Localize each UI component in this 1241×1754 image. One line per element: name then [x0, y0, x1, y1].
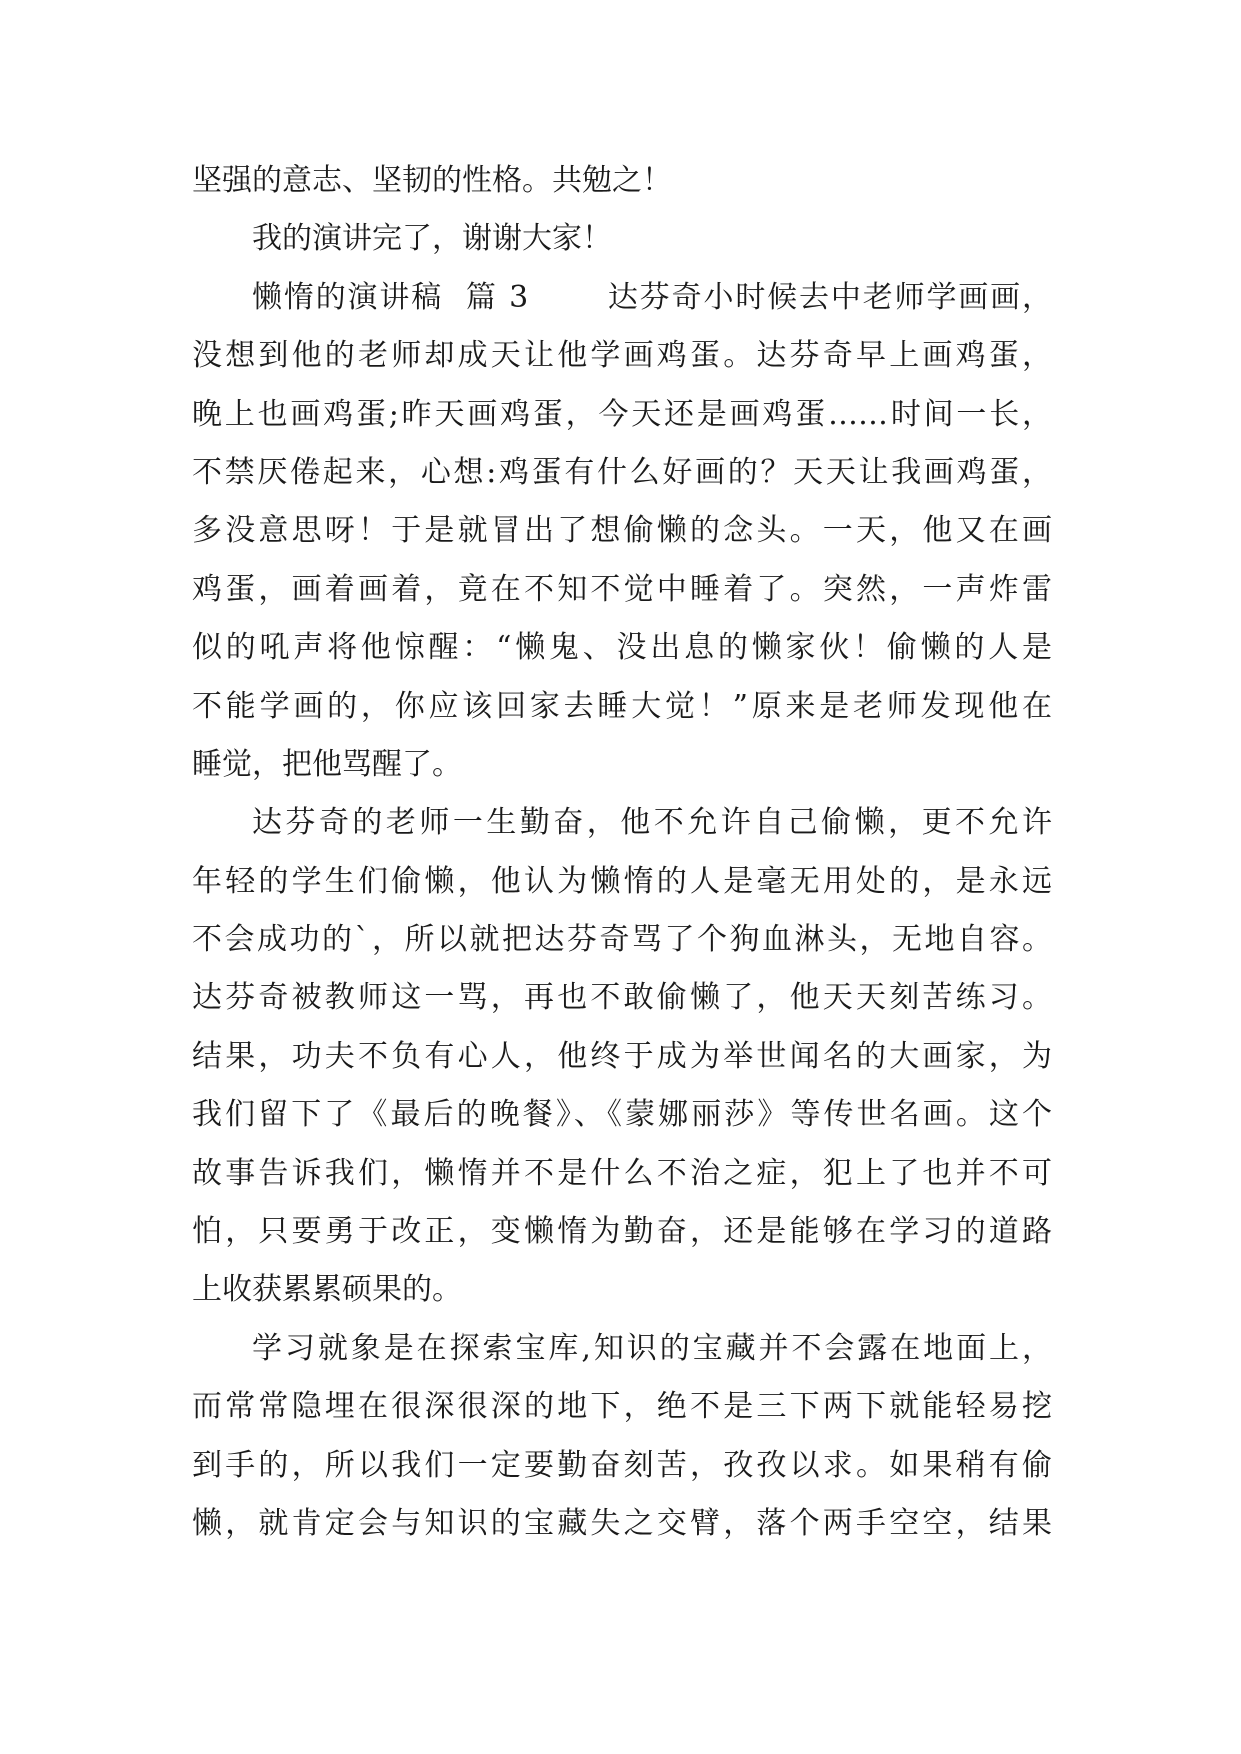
text-line: 到手的，所以我们一定要勤奋刻苦，孜孜以求。如果稍有偷: [192, 1447, 1052, 1483]
text-line: 而常常隐埋在很深很深的地下，绝不是三下两下就能轻易挖: [192, 1389, 1052, 1425]
text-line: 似的吼声将他惊醒：“懒鬼、没出息的懒家伙！偷懒的人是: [192, 630, 1052, 666]
text-line: 不禁厌倦起来，心想:鸡蛋有什么好画的？天天让我画鸡蛋，: [192, 454, 1052, 490]
text-line: 睡觉，把他骂醒了。: [192, 746, 462, 782]
text-line: 不能学画的，你应该回家去睡大觉！”原来是老师发现他在: [192, 688, 1052, 724]
text-line: 不会成功的`，所以就把达芬奇骂了个狗血淋头，无地自容。: [192, 922, 1052, 958]
text-line: 达芬奇的老师一生勤奋，他不允许自己偷懒，更不允许: [252, 805, 1052, 841]
text-line: 没想到他的老师却成天让他学画鸡蛋。达芬奇早上画鸡蛋，: [192, 338, 1052, 374]
text-line: 晚上也画鸡蛋;昨天画鸡蛋，今天还是画鸡蛋……时间一长，: [192, 396, 1052, 432]
document-body: [192, 152, 1052, 1553]
text-line: 上收获累累硕果的。: [192, 1272, 462, 1308]
text-line: 多没意思呀！于是就冒出了想偷懒的念头。一天，他又在画: [192, 513, 1052, 549]
text-line: 我们留下了《最后的晚餐》、《蒙娜丽莎》等传世名画。这个: [192, 1097, 1052, 1133]
text-line: 学习就象是在探索宝库,知识的宝藏并不会露在地面上，: [252, 1330, 1052, 1366]
text-line: 故事告诉我们，懒惰并不是什么不治之症，犯上了也并不可: [192, 1155, 1052, 1191]
text-line: 结果，功夫不负有心人，他终于成为举世闻名的大画家，为: [192, 1038, 1052, 1074]
text-line: 鸡蛋，画着画着，竟在不知不觉中睡着了。突然，一声炸雷: [192, 571, 1052, 607]
text-line: 懒，就肯定会与知识的宝藏失之交臂，落个两手空空，结果: [192, 1505, 1052, 1541]
text-line: 坚强的意志、坚韧的性格。共勉之！: [192, 163, 672, 198]
text-line: 年轻的学生们偷懒，他认为懒惰的人是毫无用处的，是永远: [192, 863, 1052, 899]
section-heading-line: 懒惰的演讲稿 篇 3 达芬奇小时候去中老师学画画，: [252, 279, 1052, 315]
text-line: 达芬奇被教师这一骂，再也不敢偷懒了，他天天刻苦练习。: [192, 980, 1052, 1016]
text-line: 怕，只要勇于改正，变懒惰为勤奋，还是能够在学习的道路: [192, 1214, 1052, 1250]
text-line: 我的演讲完了，谢谢大家！: [252, 221, 612, 257]
